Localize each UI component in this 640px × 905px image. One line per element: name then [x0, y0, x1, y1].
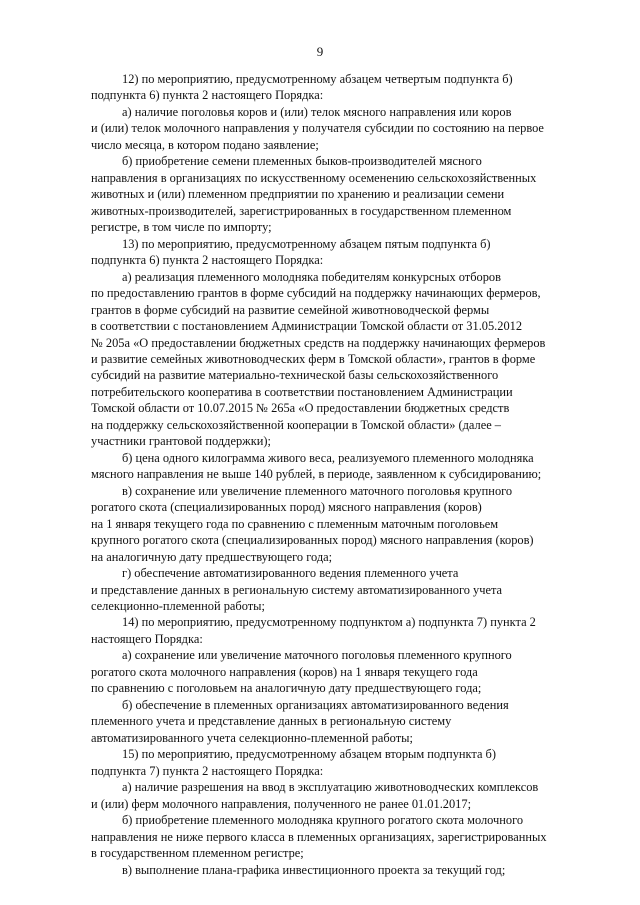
text-line: б) цена одного килограмма живого веса, реализуемого племенного молодняка [122, 450, 534, 465]
text-line: в государственном племенном регистре; [91, 846, 304, 861]
text-line: 12) по мероприятию, предусмотренному абзацем четвертым подпункта б) [122, 72, 513, 86]
text-line: участники грантовой поддержки); [91, 434, 271, 449]
text-line: грантов в форме субсидий на развитие семейной животноводческой фермы [91, 302, 490, 317]
text-line: по сравнению с поголовьем на аналогичную дату предшествующего года; [91, 681, 482, 696]
text-line: животных и (или) племенном предприятии по хранению и реализации семени [91, 187, 505, 202]
text-line: субсидий на развитие материально-технической базы сельскохозяйственного [91, 368, 499, 383]
text-line: Томской области от 10.07.2015 № 265а «О предоставлении бюджетных средств [91, 401, 510, 416]
text-line: и развитие семейных животноводческих ферм в Томской области», грантов в форме [91, 351, 536, 366]
text-line: а) реализация племенного молодняка победителям конкурсных отборов [122, 269, 501, 284]
text-line: б) обеспечение в племенных организациях автоматизированного ведения [122, 697, 509, 712]
text-line: 14) по мероприятию, предусмотренному подпунктом а) подпункта 7) пункта 2 [122, 615, 536, 630]
text-line: на 1 января текущего года по сравнению с племенным маточным поголовьем [91, 516, 499, 531]
text-line: б) приобретение семени племенных быков-производителей мясного [122, 154, 482, 169]
text-line: в) сохранение или увеличение племенного маточного поголовья крупного [122, 483, 513, 498]
text-line: подпункта 6) пункта 2 настоящего Порядка: [91, 253, 324, 268]
text-line: на поддержку сельскохозяйственной кооперации в Томской области» (далее – [91, 417, 502, 432]
text-line: по предоставлению грантов в форме субсидий на поддержку начинающих фермеров, [91, 286, 541, 301]
text-line: а) наличие поголовья коров и (или) телок мясного направления или коров [122, 104, 512, 119]
text-line: племенного учета и представление данных в региональную систему [91, 714, 452, 729]
text-line: направления в организациях по искусственному осеменению сельскохозяйственных [91, 170, 537, 185]
text-line: а) наличие разрешения на ввод в эксплуатацию животноводческих комплексов [122, 780, 539, 795]
text-line: в) выполнение плана-графика инвестиционного проекта за текущий год; [122, 862, 506, 877]
text-line: на аналогичную дату предшествующего года; [91, 549, 333, 564]
text-line: г) обеспечение автоматизированного ведения племенного учета [122, 566, 459, 581]
text-line: мясного направления не выше 140 рублей, в периоде, заявленном к субсидированию; [91, 467, 542, 482]
text-line: животных-производителей, зарегистрированных в государственном племенном [91, 203, 512, 218]
document-body [91, 71, 591, 878]
text-line: б) приобретение племенного молодняка крупного рогатого скота молочного [122, 813, 524, 828]
text-line: 15) по мероприятию, предусмотренному абзацем вторым подпункта б) [122, 747, 496, 762]
text-line: № 205а «О предоставлении бюджетных средств на поддержку начинающих фермеров [91, 335, 546, 350]
text-line: рогатого скота молочного направления (коров) на 1 января текущего года [91, 664, 478, 679]
text-line: потребительского кооператива в соответствии постановлением Администрации [91, 384, 513, 399]
text-line: 13) по мероприятию, предусмотренному абзацем пятым подпункта б) [122, 236, 491, 251]
text-line: настоящего Порядка: [91, 631, 203, 646]
text-line: регистре, в том числе по импорту; [91, 220, 272, 235]
text-line: в соответствии с постановлением Администрации Томской области от 31.05.2012 [91, 319, 523, 334]
text-line: число месяца, в котором подано заявление; [91, 137, 319, 152]
text-line: рогатого скота (специализированных пород) мясного направления (коров) [91, 500, 482, 515]
text-line: селекционно-племенной работы; [91, 599, 265, 613]
text-line: крупного рогатого скота (специализированных пород) мясного направления (коров) [91, 533, 534, 548]
text-line: и представление данных в региональную систему автоматизированного учета [91, 582, 503, 597]
text-line: автоматизированного учета селекционно-племенной работы; [91, 730, 413, 745]
page-number: 9 [316, 44, 324, 59]
text-line: а) сохранение или увеличение маточного поголовья племенного крупного [122, 648, 512, 663]
text-line: и (или) телок молочного направления у получателя субсидии по состоянию на первое [91, 121, 544, 136]
text-line: направления не ниже первого класса в племенных организациях, зарегистрированных [91, 829, 547, 844]
text-line: и (или) ферм молочного направления, полученного не ранее 01.01.2017; [91, 796, 472, 811]
text-line: подпункта 6) пункта 2 настоящего Порядка: [91, 88, 324, 103]
text-line: подпункта 7) пункта 2 настоящего Порядка: [91, 763, 324, 778]
